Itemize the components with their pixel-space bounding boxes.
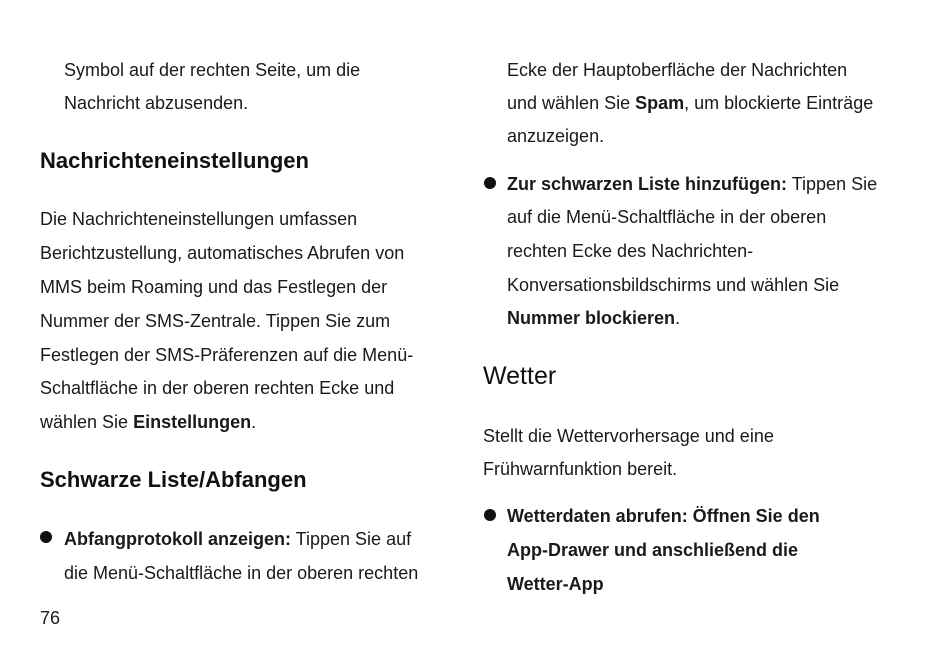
settings-line-7-prefix: wählen Sie: [40, 412, 134, 432]
bullet-log-line-2: die Menü-Schaltfläche in der oberen rechten: [64, 563, 419, 583]
settings-line-4: Nummer der SMS-Zentrale. Tippen Sie zum: [40, 311, 391, 331]
intro-line-1: Symbol auf der rechten Seite, um die: [64, 60, 361, 80]
bullet-dot-add: [484, 177, 496, 189]
bullet-add-title: Zur schwarzen Liste hinzufügen:: [507, 174, 788, 194]
heading-schwarze-liste: Schwarze Liste/Abfangen: [40, 467, 307, 492]
bullet-dot-log: [40, 531, 52, 543]
cont-line-2: [507, 91, 873, 115]
settings-line-5: Festlegen der SMS-Präferenzen auf die Menü-: [40, 345, 414, 365]
heading-wetter: Wetter: [483, 362, 557, 390]
bullet-add-rest: Tippen Sie: [787, 174, 878, 194]
cont-line-1: Ecke der Hauptoberfläche der Nachrichten: [507, 60, 848, 80]
cont-line-2-prefix: und wählen Sie: [507, 93, 636, 113]
settings-line-1: Die Nachrichteneinstellungen umfassen: [40, 209, 358, 229]
weather-line-2: Frühwarnfunktion bereit.: [483, 459, 678, 479]
settings-line-6: Schaltfläche in der oberen rechten Ecke und: [40, 378, 395, 398]
spam-term: Spam: [635, 93, 685, 113]
settings-line-7-suffix: .: [251, 412, 257, 432]
nummer-blockieren-term: Nummer blockieren: [507, 308, 676, 328]
bullet-add-line-2: auf die Menü-Schaltfläche in der oberen: [507, 207, 827, 227]
bullet-add-line-1: [507, 172, 877, 196]
bullet-add-line-3: rechten Ecke des Nachrichten-: [507, 241, 754, 261]
bullet-dot-weather: [484, 509, 496, 521]
settings-line-7: [40, 410, 256, 434]
settings-einstellungen-term: Einstellungen: [133, 412, 252, 432]
page-number: 76: [40, 608, 61, 628]
intro-line-2: Nachricht abzusenden.: [64, 93, 249, 113]
bullet-add-line-4: Konversationsbildschirms und wählen Sie: [507, 275, 840, 295]
bullet-add-line-5-suffix: .: [675, 308, 681, 328]
weather-line-1: Stellt die Wettervorhersage und eine: [483, 426, 774, 446]
bullet-log-line-1: [64, 527, 411, 551]
bullet-add-line-5: [507, 306, 680, 330]
settings-line-2: Berichtzustellung, automatisches Abrufen von: [40, 243, 405, 263]
bullet-log-title: Abfangprotokoll anzeigen:: [64, 529, 291, 549]
cont-line-3: anzuzeigen.: [507, 126, 605, 146]
bullet-log-rest: Tippen Sie auf: [291, 529, 412, 549]
bullet-weather-line-1: Wetterdaten abrufen: Öffnen Sie den: [507, 506, 820, 526]
bullet-weather-line-3: Wetter-App: [507, 574, 604, 594]
cont-line-2-suffix: , um blockierte Einträge: [684, 93, 874, 113]
settings-line-3: MMS beim Roaming und das Festlegen der: [40, 277, 388, 297]
bullet-weather-line-2: App-Drawer und anschließend die: [507, 540, 799, 560]
heading-nachrichteneinstellungen: Nachrichteneinstellungen: [40, 148, 309, 173]
